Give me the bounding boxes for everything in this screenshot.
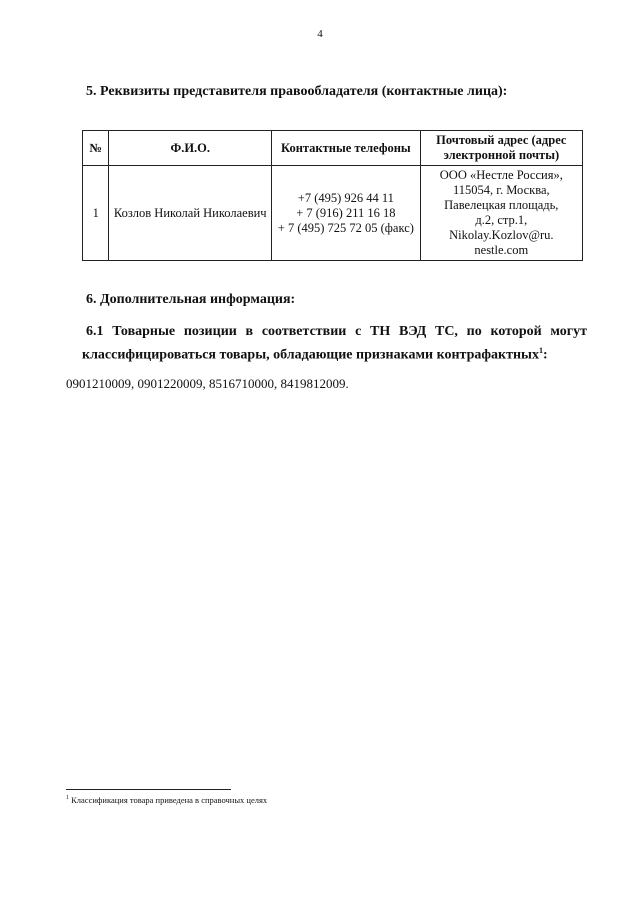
section-5-heading: 5. Реквизиты представителя правообладателя (контактные лица):: [86, 84, 508, 99]
address-line: ООО «Нестле Россия»,: [439, 168, 563, 182]
address-line: nestle.com: [474, 243, 529, 257]
table-row: [83, 166, 583, 261]
footnote-divider: [66, 789, 231, 790]
phone-line: + 7 (495) 725 72 05 (факс): [277, 220, 414, 235]
footnote-text: Классификация товара приведена в справочных целях: [71, 795, 268, 805]
subsection-6-1-body: 6.1 Товарные позиции в соответствии с ТН ВЭД ТС, по которой могут классифицироваться товары, обладающие признаками контрафактных: [82, 324, 587, 363]
footnote: [66, 795, 267, 805]
page-number: 4: [317, 28, 323, 40]
phone-line: + 7 (916) 211 16 18: [296, 205, 396, 220]
address-line: Nikolay.Kozlov@ru.: [449, 228, 554, 242]
cell-num: 1: [83, 166, 109, 261]
header-phones: Контактные телефоны: [272, 131, 421, 166]
subsection-6-1-text: [82, 322, 587, 365]
phone-line: +7 (495) 926 44 11: [297, 190, 394, 205]
address-line: Павелецкая площадь,: [444, 198, 559, 212]
commodity-codes: 0901210009, 0901220009, 8516710000, 8419812009.: [66, 376, 349, 391]
header-num: №: [83, 131, 109, 166]
address-line: д.2, стр.1,: [475, 213, 528, 227]
address-line: 115054, г. Москва,: [452, 183, 550, 197]
header-address: Почтовый адрес (адрес электронной почты): [420, 131, 582, 166]
footnote-reference: 1: [539, 346, 543, 355]
cell-phones: [272, 166, 421, 261]
cell-name: Козлов Николай Николаевич: [109, 166, 272, 261]
header-name: Ф.И.О.: [109, 131, 272, 166]
contacts-table: [82, 130, 583, 261]
footnote-mark: 1: [66, 795, 69, 802]
cell-address: [420, 166, 582, 261]
subsection-6-1-suffix: :: [543, 347, 548, 363]
section-6-heading: 6. Дополнительная информация:: [86, 292, 296, 307]
table-header-row: [83, 131, 583, 166]
